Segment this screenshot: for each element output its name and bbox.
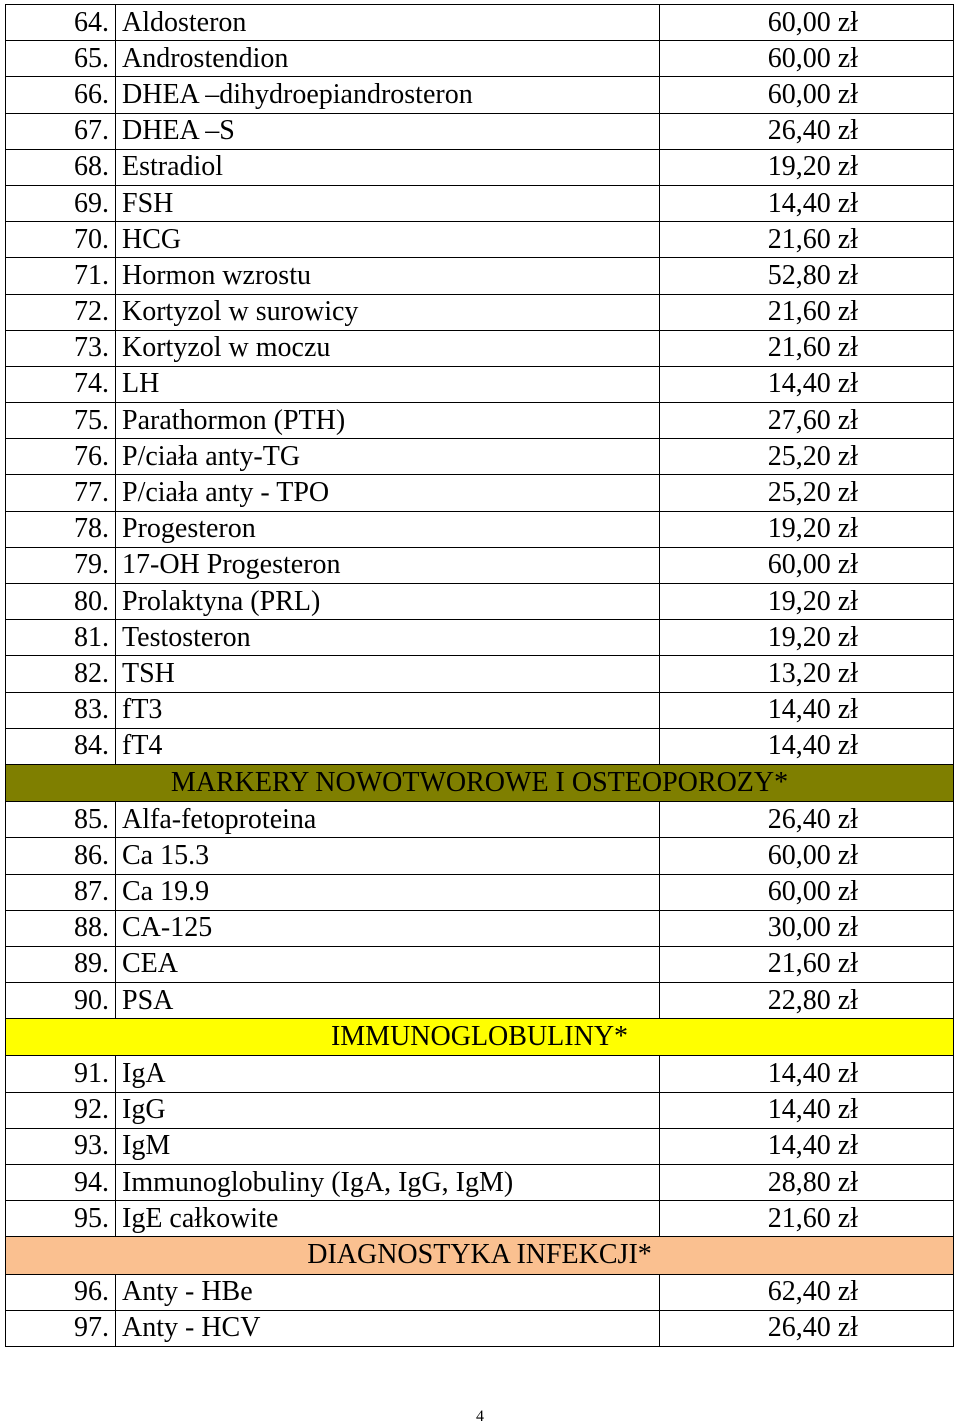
item-name: LH (116, 366, 660, 402)
item-name: 17-OH Progesteron (116, 547, 660, 583)
item-number: 93. (6, 1128, 116, 1164)
item-number: 94. (6, 1165, 116, 1201)
item-price: 21,60 zł (660, 330, 954, 366)
item-price: 14,40 zł (660, 728, 954, 764)
item-price: 14,40 zł (660, 1092, 954, 1128)
item-name: DHEA –S (116, 113, 660, 149)
item-number: 95. (6, 1201, 116, 1237)
item-number: 82. (6, 656, 116, 692)
section-title: IMMUNOGLOBULINY* (6, 1019, 954, 1056)
item-name: Testosteron (116, 620, 660, 656)
item-number: 86. (6, 838, 116, 874)
item-name: IgE całkowite (116, 1201, 660, 1237)
table-row (6, 366, 954, 402)
item-price: 27,60 zł (660, 403, 954, 439)
table-row (6, 475, 954, 511)
item-price: 13,20 zł (660, 656, 954, 692)
table-row (6, 1092, 954, 1128)
item-price: 28,80 zł (660, 1165, 954, 1201)
table-row (6, 692, 954, 728)
table-row (6, 1056, 954, 1092)
item-name: P/ciała anty-TG (116, 439, 660, 475)
item-price: 14,40 zł (660, 366, 954, 402)
item-number: 85. (6, 802, 116, 838)
item-name: Estradiol (116, 149, 660, 185)
table-row (6, 1128, 954, 1164)
item-name: TSH (116, 656, 660, 692)
item-number: 77. (6, 475, 116, 511)
item-price: 19,20 zł (660, 620, 954, 656)
item-name: P/ciała anty - TPO (116, 475, 660, 511)
item-number: 97. (6, 1310, 116, 1346)
table-row (6, 620, 954, 656)
item-number: 90. (6, 983, 116, 1019)
item-price: 25,20 zł (660, 439, 954, 475)
item-price: 62,40 zł (660, 1274, 954, 1310)
table-row (6, 946, 954, 982)
item-name: Prolaktyna (PRL) (116, 584, 660, 620)
item-number: 78. (6, 511, 116, 547)
table-row (6, 656, 954, 692)
item-name: IgG (116, 1092, 660, 1128)
item-price: 60,00 zł (660, 547, 954, 583)
item-name: DHEA –dihydroepiandrosteron (116, 77, 660, 113)
table-row (6, 41, 954, 77)
item-number: 65. (6, 41, 116, 77)
item-number: 88. (6, 910, 116, 946)
item-number: 73. (6, 330, 116, 366)
item-price: 52,80 zł (660, 258, 954, 294)
item-name: fT3 (116, 692, 660, 728)
table-row (6, 5, 954, 41)
item-price: 21,60 zł (660, 294, 954, 330)
item-price: 14,40 zł (660, 185, 954, 221)
table-row (6, 802, 954, 838)
table-row (6, 584, 954, 620)
section-header-row (6, 1237, 954, 1274)
item-number: 84. (6, 728, 116, 764)
item-name: Anty - HCV (116, 1310, 660, 1346)
item-price: 14,40 zł (660, 1128, 954, 1164)
item-price: 21,60 zł (660, 946, 954, 982)
item-name: HCG (116, 222, 660, 258)
item-name: IgM (116, 1128, 660, 1164)
item-number: 69. (6, 185, 116, 221)
item-price: 30,00 zł (660, 910, 954, 946)
item-number: 89. (6, 946, 116, 982)
item-price: 21,60 zł (660, 1201, 954, 1237)
item-number: 64. (6, 5, 116, 41)
table-row (6, 439, 954, 475)
item-name: Hormon wzrostu (116, 258, 660, 294)
item-price: 60,00 zł (660, 874, 954, 910)
item-price: 14,40 zł (660, 692, 954, 728)
item-price: 26,40 zł (660, 802, 954, 838)
table-row (6, 1310, 954, 1346)
item-name: CEA (116, 946, 660, 982)
table-row (6, 910, 954, 946)
item-price: 60,00 zł (660, 77, 954, 113)
item-price: 19,20 zł (660, 584, 954, 620)
item-price: 60,00 zł (660, 41, 954, 77)
table-row (6, 874, 954, 910)
table-row (6, 403, 954, 439)
section-header-row (6, 1019, 954, 1056)
item-price: 60,00 zł (660, 5, 954, 41)
item-number: 66. (6, 77, 116, 113)
table-row (6, 185, 954, 221)
item-number: 68. (6, 149, 116, 185)
item-price: 22,80 zł (660, 983, 954, 1019)
section-title: DIAGNOSTYKA INFEKCJI* (6, 1237, 954, 1274)
item-price: 19,20 zł (660, 149, 954, 185)
item-name: Kortyzol w moczu (116, 330, 660, 366)
item-price: 19,20 zł (660, 511, 954, 547)
item-number: 87. (6, 874, 116, 910)
item-name: FSH (116, 185, 660, 221)
item-name: Aldosteron (116, 5, 660, 41)
item-price: 26,40 zł (660, 1310, 954, 1346)
item-number: 91. (6, 1056, 116, 1092)
section-header-row (6, 764, 954, 801)
table-row (6, 294, 954, 330)
item-name: Progesteron (116, 511, 660, 547)
table-row (6, 1165, 954, 1201)
item-price: 14,40 zł (660, 1056, 954, 1092)
table-row (6, 1274, 954, 1310)
table-row (6, 149, 954, 185)
item-name: Ca 19.9 (116, 874, 660, 910)
table-row (6, 511, 954, 547)
item-price: 25,20 zł (660, 475, 954, 511)
table-row (6, 1201, 954, 1237)
item-name: Anty - HBe (116, 1274, 660, 1310)
item-name: Alfa-fetoproteina (116, 802, 660, 838)
table-row (6, 222, 954, 258)
item-price: 26,40 zł (660, 113, 954, 149)
section-title: MARKERY NOWOTWOROWE I OSTEOPOROZY* (6, 764, 954, 801)
item-name: Ca 15.3 (116, 838, 660, 874)
item-number: 96. (6, 1274, 116, 1310)
item-number: 71. (6, 258, 116, 294)
table-row (6, 547, 954, 583)
price-table-body (6, 5, 954, 1347)
item-name: CA-125 (116, 910, 660, 946)
item-number: 67. (6, 113, 116, 149)
item-name: Parathormon (PTH) (116, 403, 660, 439)
item-price: 60,00 zł (660, 838, 954, 874)
item-number: 75. (6, 403, 116, 439)
item-number: 92. (6, 1092, 116, 1128)
table-row (6, 330, 954, 366)
price-table (5, 4, 954, 1347)
item-number: 74. (6, 366, 116, 402)
item-name: PSA (116, 983, 660, 1019)
table-row (6, 258, 954, 294)
item-number: 83. (6, 692, 116, 728)
table-row (6, 77, 954, 113)
page-number: 4 (476, 1408, 484, 1425)
item-name: IgA (116, 1056, 660, 1092)
item-name: Kortyzol w surowicy (116, 294, 660, 330)
item-number: 70. (6, 222, 116, 258)
table-row (6, 113, 954, 149)
table-row (6, 838, 954, 874)
item-name: Androstendion (116, 41, 660, 77)
table-row (6, 983, 954, 1019)
item-number: 72. (6, 294, 116, 330)
item-number: 79. (6, 547, 116, 583)
item-price: 21,60 zł (660, 222, 954, 258)
item-number: 76. (6, 439, 116, 475)
table-row (6, 728, 954, 764)
item-number: 81. (6, 620, 116, 656)
item-number: 80. (6, 584, 116, 620)
item-name: Immunoglobuliny (IgA, IgG, IgM) (116, 1165, 660, 1201)
item-name: fT4 (116, 728, 660, 764)
